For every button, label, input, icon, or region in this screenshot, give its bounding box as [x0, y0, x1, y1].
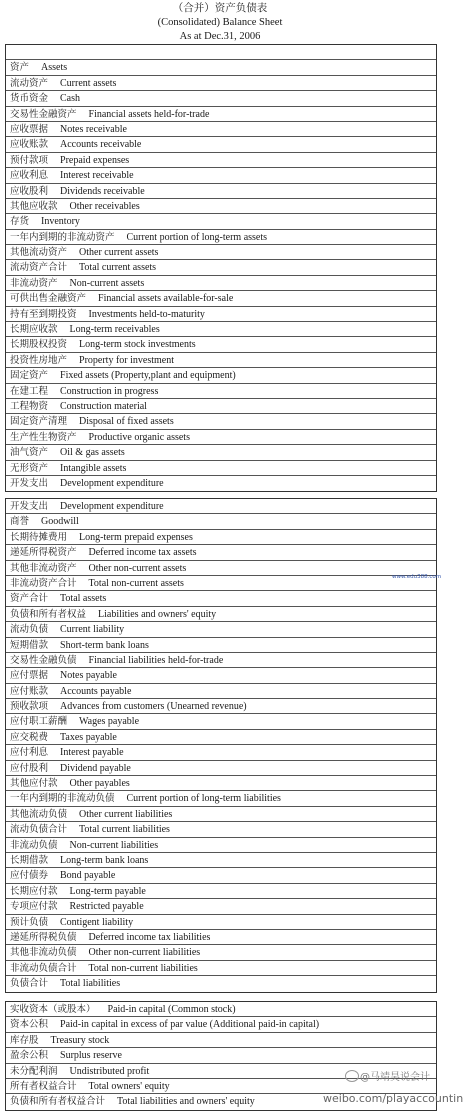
- term-chinese: 应付利息: [10, 747, 49, 759]
- term-chinese: 所有者权益合计: [10, 1080, 77, 1092]
- term-english: Other non-current liabilities: [88, 947, 201, 959]
- table-row: [6, 122, 436, 137]
- term-english: Taxes payable: [60, 731, 117, 743]
- term-english: Other receivables: [69, 200, 140, 212]
- table-row: [6, 776, 436, 791]
- table-row: [6, 214, 436, 229]
- term-chinese: 未分配利润: [10, 1065, 58, 1077]
- term-english: Interest receivable: [60, 170, 134, 182]
- blank-header-row: [6, 45, 436, 60]
- term-english: Non-current liabilities: [69, 839, 159, 851]
- term-english: Accounts receivable: [60, 139, 142, 151]
- table-row: [6, 1048, 436, 1063]
- term-chinese: 负债和所有者权益: [10, 608, 87, 620]
- table-row: [6, 868, 436, 883]
- term-english: Accounts payable: [60, 685, 132, 697]
- term-chinese: 应收股利: [10, 185, 49, 197]
- term-chinese: 长期应付款: [10, 885, 58, 897]
- term-chinese: 其他流动资产: [10, 247, 68, 259]
- term-chinese: 商誉: [10, 516, 30, 528]
- term-english: Property for investment: [79, 354, 174, 366]
- title-date: As at Dec.31, 2006: [179, 31, 261, 42]
- term-chinese: 应收账款: [10, 139, 49, 151]
- table-row: [6, 961, 436, 976]
- term-chinese: 长期待摊费用: [10, 531, 68, 543]
- term-chinese: 应付职工薪酬: [10, 716, 68, 728]
- table-row: [6, 684, 436, 699]
- term-english: Total current liabilities: [79, 824, 170, 836]
- term-english: Undistributed profit: [69, 1065, 150, 1077]
- term-chinese: 固定资产: [10, 370, 49, 382]
- table-row: [6, 184, 436, 199]
- term-chinese: 可供出售金融资产: [10, 293, 87, 305]
- term-english: Current portion of long-term liabilities: [126, 793, 281, 805]
- term-chinese: 流动负债合计: [10, 824, 68, 836]
- term-english: Other current assets: [79, 247, 159, 259]
- term-english: Total owners' equity: [88, 1080, 170, 1092]
- term-chinese: 应交税费: [10, 731, 49, 743]
- table-row: [6, 91, 436, 106]
- term-english: Inventory: [41, 216, 80, 228]
- term-english: Investments held-to-maturity: [88, 308, 205, 320]
- term-english: Financial assets held-for-trade: [88, 108, 210, 120]
- term-chinese: 专项应付款: [10, 901, 58, 913]
- term-english: Other current liabilities: [79, 808, 173, 820]
- table-row: [6, 838, 436, 853]
- term-english: Liabilities and owners' equity: [98, 608, 217, 620]
- term-english: Other payables: [69, 778, 130, 790]
- term-chinese: 货币资金: [10, 93, 49, 105]
- table-row: [6, 60, 436, 75]
- term-chinese: 其他非流动资产: [10, 562, 77, 574]
- table-row: [6, 576, 436, 591]
- table-row: [6, 276, 436, 291]
- table-row: [6, 714, 436, 729]
- table-row: [6, 761, 436, 776]
- term-chinese: 非流动资产合计: [10, 577, 77, 589]
- table-row: [6, 137, 436, 152]
- term-english: Dividend payable: [60, 762, 131, 774]
- table-row: [6, 307, 436, 322]
- table-row: [6, 353, 436, 368]
- document-title: [0, 2, 440, 44]
- table-row: [6, 853, 436, 868]
- term-english: Surplus reserve: [60, 1050, 122, 1062]
- term-chinese: 长期应收款: [10, 324, 58, 336]
- table-row: [6, 476, 436, 491]
- title-english: (Consolidated) Balance Sheet: [157, 17, 283, 28]
- table-row: [6, 561, 436, 576]
- term-english: Financial assets available-for-sale: [98, 293, 234, 305]
- term-chinese: 资产: [10, 62, 30, 74]
- term-chinese: 应收利息: [10, 170, 49, 182]
- term-chinese: 其他应收款: [10, 200, 58, 212]
- term-chinese: 短期借款: [10, 639, 49, 651]
- term-chinese: 递延所得税负债: [10, 931, 77, 943]
- term-english: Assets: [41, 62, 68, 74]
- table-row: [6, 260, 436, 275]
- term-chinese: 长期借款: [10, 854, 49, 866]
- term-english: Total liabilities: [60, 978, 121, 990]
- term-chinese: 递延所得税资产: [10, 547, 77, 559]
- term-chinese: 交易性金融负债: [10, 654, 77, 666]
- term-english: Dividends receivable: [60, 185, 145, 197]
- term-chinese: 开发支出: [10, 501, 49, 512]
- assets-table-section: [5, 44, 437, 492]
- table-row: [6, 291, 436, 306]
- table-row: [6, 945, 436, 960]
- title-chinese: （合并）资产负债表: [172, 3, 268, 14]
- table-row: [6, 730, 436, 745]
- table-row: [6, 399, 436, 414]
- term-chinese: 投资性房地产: [10, 354, 68, 366]
- term-english: Advances from customers (Unearned revenue): [60, 701, 247, 713]
- table-row: [6, 1017, 436, 1032]
- table-row: [6, 107, 436, 122]
- table-row: [6, 591, 436, 606]
- term-chinese: 预收款项: [10, 701, 49, 713]
- term-english: Long-term bank loans: [60, 854, 149, 866]
- term-chinese: 固定资产清理: [10, 416, 68, 428]
- term-english: Intangible assets: [60, 462, 127, 474]
- term-english: Financial liabilities held-for-trade: [88, 654, 224, 666]
- term-chinese: 盈余公积: [10, 1050, 49, 1062]
- term-chinese: 流动资产: [10, 77, 49, 89]
- term-chinese: 应付票据: [10, 670, 49, 682]
- table-row: [6, 607, 436, 622]
- liabilities-table-section: [5, 498, 437, 993]
- table-row: [6, 384, 436, 399]
- term-english: Productive organic assets: [88, 431, 190, 443]
- term-english: Goodwill: [41, 516, 79, 528]
- term-english: Total assets: [60, 593, 107, 605]
- term-chinese: 实收资本（或股本）: [10, 1004, 96, 1015]
- table-row: [6, 499, 436, 514]
- term-chinese: 应付股利: [10, 762, 49, 774]
- table-row: [6, 530, 436, 545]
- table-row: [6, 445, 436, 460]
- term-chinese: 流动负债: [10, 624, 49, 636]
- term-chinese: 非流动负债合计: [10, 962, 77, 974]
- term-english: Long-term prepaid expenses: [79, 531, 193, 543]
- table-row: [6, 230, 436, 245]
- term-chinese: 生产性生物资产: [10, 431, 77, 443]
- term-chinese: 开发支出: [10, 477, 49, 489]
- term-english: Deferred income tax liabilities: [88, 931, 211, 943]
- table-row: [6, 622, 436, 637]
- term-english: Wages payable: [79, 716, 140, 728]
- table-row: [6, 745, 436, 760]
- term-english: Restricted payable: [69, 901, 144, 913]
- table-row: [6, 168, 436, 183]
- table-row: [6, 461, 436, 476]
- watermark-weibo-url: weibo.com/playaccountin: [323, 1092, 463, 1105]
- term-english: Current assets: [60, 77, 117, 89]
- term-english: Fixed assets (Property,plant and equipment): [60, 370, 236, 382]
- term-chinese: 交易性金融资产: [10, 108, 77, 120]
- term-english: Development expenditure: [60, 477, 164, 489]
- table-row: [6, 545, 436, 560]
- term-chinese: 预付款项: [10, 154, 49, 166]
- term-chinese: 在建工程: [10, 385, 49, 397]
- term-english: Contigent liability: [60, 916, 134, 928]
- term-english: Development expenditure: [60, 501, 164, 512]
- table-row: [6, 699, 436, 714]
- table-row: [6, 368, 436, 383]
- table-row: [6, 245, 436, 260]
- term-chinese: 非流动负债: [10, 839, 58, 851]
- table-row: [6, 822, 436, 837]
- term-english: Total non-current liabilities: [88, 962, 198, 974]
- term-english: Notes payable: [60, 670, 117, 682]
- term-english: Long-term stock investments: [79, 339, 196, 351]
- term-chinese: 油气资产: [10, 447, 49, 459]
- term-chinese: 其他流动负债: [10, 808, 68, 820]
- term-english: Total non-current assets: [88, 577, 184, 589]
- term-english: Oil & gas assets: [60, 447, 125, 459]
- term-chinese: 一年内到期的非流动负债: [10, 793, 115, 805]
- term-english: Prepaid expenses: [60, 154, 130, 166]
- table-row: [6, 915, 436, 930]
- term-chinese: 其他应付款: [10, 778, 58, 790]
- term-english: Interest payable: [60, 747, 124, 759]
- term-chinese: 非流动资产: [10, 277, 58, 289]
- term-chinese: 应付账款: [10, 685, 49, 697]
- term-english: Total current assets: [79, 262, 157, 274]
- term-chinese: 无形资产: [10, 462, 49, 474]
- term-english: Long-term payable: [69, 885, 146, 897]
- term-english: Short-term bank loans: [60, 639, 149, 651]
- term-english: Other non-current assets: [88, 562, 187, 574]
- term-chinese: 负债合计: [10, 978, 49, 990]
- term-chinese: 应付债券: [10, 870, 49, 882]
- term-english: Construction material: [60, 400, 147, 412]
- term-chinese: 持有至到期投资: [10, 308, 77, 320]
- table-row: [6, 930, 436, 945]
- table-row: [6, 638, 436, 653]
- term-english: Paid-in capital in excess of par value (Additional paid-in capital): [60, 1019, 320, 1031]
- table-row: [6, 899, 436, 914]
- term-english: Paid-in capital (Common stock): [107, 1004, 236, 1015]
- table-row: [6, 76, 436, 91]
- term-chinese: 资本公积: [10, 1019, 49, 1031]
- table-row: [6, 976, 436, 991]
- table-row: [6, 199, 436, 214]
- term-chinese: 一年内到期的非流动资产: [10, 231, 115, 243]
- table-row: [6, 153, 436, 168]
- term-english: Non-current assets: [69, 277, 145, 289]
- term-english: Cash: [60, 93, 81, 105]
- term-english: Deferred income tax assets: [88, 547, 197, 559]
- table-row: [6, 430, 436, 445]
- table-row: [6, 884, 436, 899]
- term-english: Current portion of long-term assets: [126, 231, 268, 243]
- table-row: [6, 514, 436, 529]
- table-row: [6, 322, 436, 337]
- term-english: Disposal of fixed assets: [79, 416, 174, 428]
- term-english: Construction in progress: [60, 385, 159, 397]
- table-row: [6, 791, 436, 806]
- table-row: [6, 807, 436, 822]
- term-chinese: 工程物资: [10, 400, 49, 412]
- term-chinese: 资产合计: [10, 593, 49, 605]
- term-chinese: 应收票据: [10, 123, 49, 135]
- term-english: Total liabilities and owners' equity: [117, 1096, 255, 1108]
- term-chinese: 负债和所有者权益合计: [10, 1096, 106, 1108]
- term-english: Current liability: [60, 624, 125, 636]
- table-row: [6, 337, 436, 352]
- term-chinese: 流动资产合计: [10, 262, 68, 274]
- term-english: Long-term receivables: [69, 324, 160, 336]
- table-row: [6, 414, 436, 429]
- table-row: [6, 653, 436, 668]
- term-chinese: 预计负债: [10, 916, 49, 928]
- term-chinese: 其他非流动负债: [10, 947, 77, 959]
- watermark-weibo-handle: @马靖昊说会计: [360, 1072, 430, 1083]
- term-english: Notes receivable: [60, 123, 127, 135]
- table-row: [6, 1002, 436, 1017]
- table-row: [6, 1033, 436, 1048]
- term-english: Treasury stock: [50, 1034, 110, 1046]
- weibo-logo-icon: [345, 1070, 359, 1082]
- table-row: [6, 668, 436, 683]
- term-chinese: 存货: [10, 216, 30, 228]
- term-chinese: 库存股: [10, 1034, 39, 1046]
- term-chinese: 长期股权投资: [10, 339, 68, 351]
- term-english: Bond payable: [60, 870, 116, 882]
- watermark-url: www.edu388.com: [392, 574, 442, 580]
